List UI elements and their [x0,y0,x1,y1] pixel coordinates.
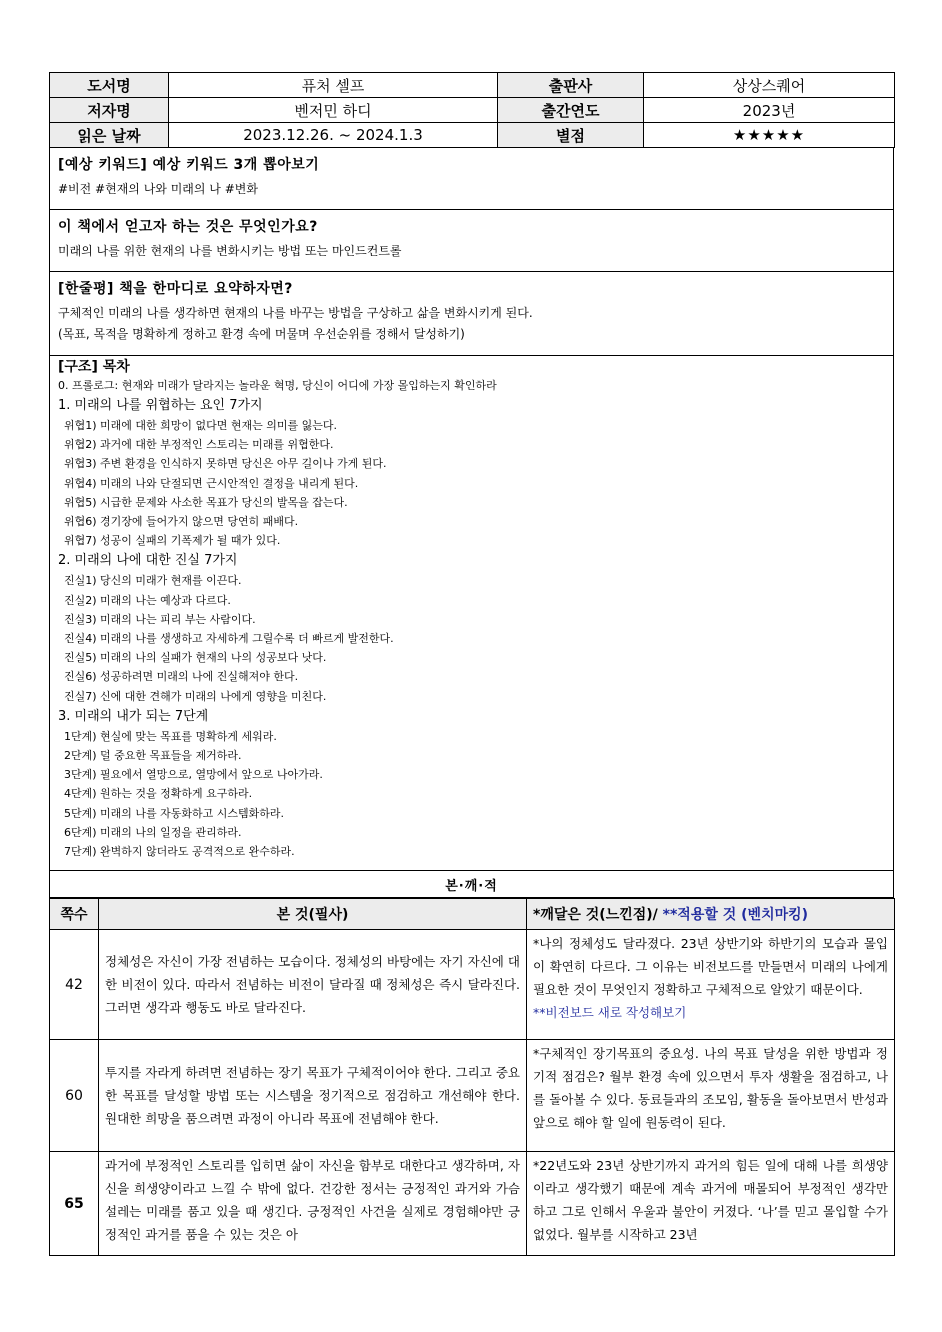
page-number: 60 [50,1040,99,1152]
toc-item: 2단계) 덜 중요한 목표들을 제거하라. [64,749,242,763]
content-table [49,148,894,898]
seen-text: 투지를 자라게 하려면 전념하는 장기 목표가 구체적이어야 한다. 그리고 중요한 목표를 달성할 방법 또는 시스템을 정기적으로 점검하고 개선해야 한다. 원대한 희망을 품으려면 과정이 아니라 목표에 전념해야 한다. [99,1040,527,1152]
toc-chapter-3: 3. 미래의 내가 되는 7단계 [58,708,209,724]
summary-line-1: 구체적인 미래의 나를 생각하면 현재의 나를 바꾸는 방법을 구상하고 삶을 변화시키게 된다. [58,306,533,320]
bbk-title: 본·깨·적 [50,871,894,898]
seen-text: 정체성은 자신이 가장 전념하는 모습이다. 정체성의 바탕에는 자기 자신에 대한 비전이 있다. 따라서 전념하는 비전이 달라질 때 정체성은 즉시 달라진다. 그러면 생각과 행동도 바로 달라진다. [99,930,527,1040]
table-row [50,1152,895,1256]
author-value: 벤저민 하디 [169,98,498,123]
summary-body [58,303,885,345]
toc-item: 진실7) 신에 대한 견해가 미래의 나에게 영향을 미친다. [64,689,327,703]
toc-item: 1단계) 현실에 맞는 목표를 명확하게 세워라. [64,729,277,743]
summary-line-2: (목표, 목적을 명확하게 정하고 환경 속에 머물며 우선순위를 정해서 달성하기) [58,327,465,341]
publish-year-value: 2023년 [644,98,895,123]
toc-item: 3단계) 필요에서 열망으로, 열망에서 앞으로 나아가라. [64,768,323,782]
toc-item: 4단계) 원하는 것을 정확하게 요구하라. [64,787,253,801]
table-row [50,930,895,1040]
author-label: 저자명 [50,98,169,123]
apply-text: **비전보드 새로 작성해보기 [533,1005,687,1020]
toc-title: [구조] 목차 [58,359,130,375]
toc-item: 위협7) 성공이 실패의 기폭제가 될 때가 있다. [64,534,281,548]
page-column-header: 쪽수 [50,899,99,930]
seen-column-header: 본 것(필사) [99,899,527,930]
read-date-value: 2023.12.26. ~ 2024.1.3 [169,123,498,148]
realized-text: *나의 정체성도 달라졌다. 23년 상반기와 하반기의 모습과 몰입이 확연히 다르다. 그 이유는 비전보드를 만들면서 미래의 나에게 필요한 것이 무엇인지 정확하고 구체적으로 알았기 때문이다. [533,936,888,997]
page-number: 42 [50,930,99,1040]
book-title-label: 도서명 [50,73,169,98]
toc-item: 진실1) 당신의 미래가 현재를 이끈다. [64,574,242,588]
realized-cell [527,930,895,1040]
rating-label: 별점 [498,123,644,148]
summary-title: [한줄평] 책을 한마디로 요약하자면? [58,281,293,297]
publisher-value: 상상스퀘어 [644,73,895,98]
toc-item: 6단계) 미래의 나의 일정을 관리하라. [64,825,242,839]
keywords-section [50,148,894,210]
toc-item: 위협6) 경기장에 들어가지 않으면 당연히 패배다. [64,515,299,529]
goal-section [50,210,894,272]
toc-item: 7단계) 완벽하지 않더라도 공격적으로 완수하라. [64,845,295,859]
realized-text: *구체적인 장기목표의 중요성. 나의 목표 달성을 위한 방법과 정기적 점검은? 월부 환경 속에 있으면서 투자 생활을 점검하고, 나를 돌아볼 수 있다. 동료들과의 조모임, 활동을 돌아보면서 반성과 앞으로 해야 할 일에 원동력이 된다. [527,1040,895,1152]
goal-title: 이 책에서 얻고자 하는 것은 무엇인가요? [58,218,318,235]
summary-section [50,272,894,356]
table-row [50,1040,895,1152]
reading-record-sheet [49,72,894,1256]
bbk-table [49,898,895,1256]
page-number: 65 [50,1152,99,1256]
toc-item: 진실4) 미래의 나를 생생하고 자세하게 그릴수록 더 빠르게 발전한다. [64,632,394,646]
realized-header-text: *깨달은 것(느낀점)/ [533,907,658,923]
toc-section [50,356,894,871]
book-info-table [49,72,895,148]
toc-item: 위협5) 시급한 문제와 사소한 목표가 당신의 발목을 잡는다. [64,495,348,509]
realized-column-header [527,899,895,930]
book-title-value: 퓨처 셀프 [169,73,498,98]
rating-stars: ★★★★★ [644,123,895,148]
keywords-title: [예상 키워드] 예상 키워드 3개 뽑아보기 [58,156,320,173]
apply-header-text: **적용할 것 (벤치마킹) [662,907,809,923]
toc-item: 5단계) 미래의 나를 자동화하고 시스템화하라. [64,806,285,820]
toc-intro: 0. 프롤로그: 현재와 미래가 달라지는 놀라운 혁명, 당신이 어디에 가장 몰입하는지 확인하라 [58,379,497,392]
publish-year-label: 출간연도 [498,98,644,123]
toc-item: 진실2) 미래의 나는 예상과 다르다. [64,593,231,607]
toc-item: 진실6) 성공하려면 미래의 나에 진실해져야 한다. [64,670,299,684]
seen-text: 과거에 부정적인 스토리를 입히면 삶이 자신을 함부로 대한다고 생각하며, 자신을 희생양이라고 느낄 수 밖에 없다. 건강한 정서는 긍정적인 과거와 가슴 설레는 미래를 품고 있을 때 생긴다. 긍정적인 사건을 실제로 경험해야만 긍정적인 과거를 품을 수 있는 것은 아 [99,1152,527,1256]
toc-chapter-2: 2. 미래의 나에 대한 진실 7가지 [58,553,238,569]
toc-item: 진실5) 미래의 나의 실패가 현재의 나의 성공보다 낫다. [64,651,327,665]
publisher-label: 출판사 [498,73,644,98]
toc-item: 위협2) 과거에 대한 부정적인 스토리는 미래를 위협한다. [64,438,334,452]
read-date-label: 읽은 날짜 [50,123,169,148]
keywords-body: #비전 #현재의 나와 미래의 나 #변화 [58,181,258,196]
goal-body: 미래의 나를 위한 현재의 나를 변화시키는 방법 또는 마인드컨트롤 [58,243,402,258]
toc-item: 위협3) 주변 환경을 인식하지 못하면 당신은 아무 길이나 가게 된다. [64,457,387,471]
toc-chapter-1: 1. 미래의 나를 위협하는 요인 7가지 [58,398,263,413]
realized-text: *22년도와 23년 상반기까지 과거의 힘든 일에 대해 나를 희생양이라고 생각했기 때문에 계속 과거에 매몰되어 부정적인 생각만 하고 그로 인해서 우울과 불안이 커졌다. ‘나’를 믿고 몰입할 수가 없었다. 월부를 시작하고 23년 [527,1152,895,1256]
toc-item: 위협4) 미래의 나와 단절되면 근시안적인 결정을 내리게 된다. [64,476,359,490]
toc-item: 진실3) 미래의 나는 피리 부는 사람이다. [64,612,256,626]
toc-item: 위협1) 미래에 대한 희망이 없다면 현재는 의미를 잃는다. [64,419,338,432]
